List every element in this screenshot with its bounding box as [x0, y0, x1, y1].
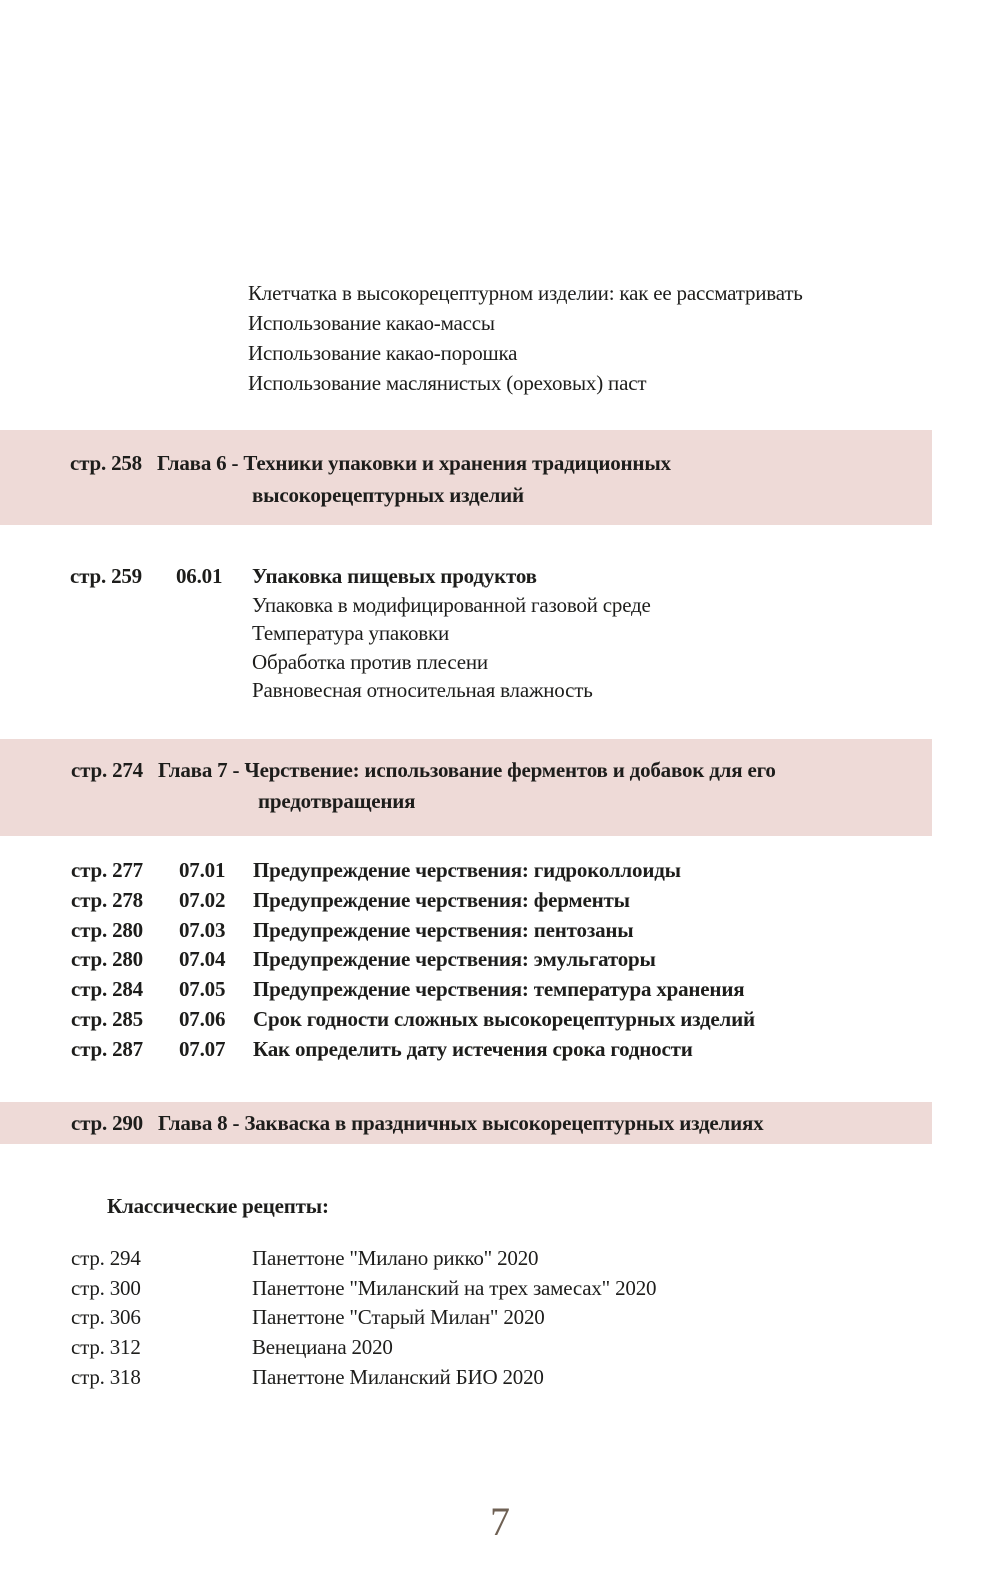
section-code: 07.06 — [179, 1007, 226, 1031]
section-subitem: Равновесная относительная влажность — [252, 678, 593, 702]
section-page-ref: стр. 284 — [71, 977, 143, 1001]
recipe-page-ref: стр. 294 — [71, 1246, 141, 1270]
section-page-ref: стр. 287 — [71, 1037, 143, 1061]
toc-intro-item: Использование какао-порошка — [248, 341, 518, 365]
section-subitem: Температура упаковки — [252, 621, 449, 645]
section-subitem: Обработка против плесени — [252, 650, 488, 674]
chapter6-page-ref: стр. 258 — [70, 451, 142, 475]
recipe-title: Венециана 2020 — [252, 1335, 393, 1359]
recipe-page-ref: стр. 312 — [71, 1335, 141, 1359]
section-title: Упаковка пищевых продуктов — [252, 564, 537, 588]
section-page-ref: стр. 280 — [71, 947, 143, 971]
recipe-title: Панеттоне "Милано рикко" 2020 — [252, 1246, 539, 1270]
section-code: 07.01 — [179, 858, 226, 882]
recipe-title: Панеттоне "Миланский на трех замесах" 2020 — [252, 1276, 657, 1300]
chapter6-title-line2: высокорецептурных изделий — [252, 483, 524, 507]
recipe-title: Панеттоне "Старый Милан" 2020 — [252, 1305, 545, 1329]
section-subitem: Упаковка в модифицированной газовой среде — [252, 593, 651, 617]
toc-intro-item: Использование какао-массы — [248, 311, 495, 335]
page-number: 7 — [490, 1499, 510, 1544]
section-page-ref: стр. 277 — [71, 858, 143, 882]
recipes-heading: Классические рецепты: — [107, 1194, 329, 1218]
section-code: 07.05 — [179, 977, 226, 1001]
chapter6-band — [0, 430, 932, 525]
section-title: Предупреждение черствения: ферменты — [253, 888, 630, 912]
section-page-ref: стр. 278 — [71, 888, 143, 912]
section-code: 07.03 — [179, 918, 226, 942]
chapter7-title-line2: предотвращения — [258, 789, 416, 813]
section-page-ref: стр. 259 — [70, 564, 142, 588]
recipe-page-ref: стр. 318 — [71, 1365, 141, 1389]
section-title: Как определить дату истечения срока годности — [253, 1037, 693, 1061]
chapter8-title: Глава 8 - Закваска в праздничных высокорецептурных изделиях — [158, 1111, 764, 1135]
section-code: 06.01 — [176, 564, 223, 588]
chapter6-title-line1: Глава 6 - Техники упаковки и хранения традиционных — [157, 451, 671, 475]
section-code: 07.07 — [179, 1037, 226, 1061]
section-title: Срок годности сложных высокорецептурных изделий — [253, 1007, 755, 1031]
section-code: 07.04 — [179, 947, 226, 971]
section-page-ref: стр. 280 — [71, 918, 143, 942]
recipe-title: Панеттоне Миланский БИО 2020 — [252, 1365, 544, 1389]
recipe-page-ref: стр. 300 — [71, 1276, 141, 1300]
toc-intro-item: Использование маслянистых (ореховых) паст — [248, 371, 647, 395]
chapter8-page-ref: стр. 290 — [71, 1111, 143, 1135]
section-title: Предупреждение черствения: эмульгаторы — [253, 947, 656, 971]
section-title: Предупреждение черствения: температура хранения — [253, 977, 745, 1001]
toc-intro-item: Клетчатка в высокорецептурном изделии: как ее рассматривать — [248, 281, 803, 305]
chapter7-title-line1: Глава 7 - Черствение: использование ферментов и добавок для его — [158, 758, 776, 782]
section-code: 07.02 — [179, 888, 226, 912]
chapter7-band — [0, 739, 932, 836]
section-title: Предупреждение черствения: пентозаны — [253, 918, 634, 942]
chapter7-page-ref: стр. 274 — [71, 758, 143, 782]
chapter8-band — [0, 1102, 932, 1144]
recipe-page-ref: стр. 306 — [71, 1305, 141, 1329]
section-page-ref: стр. 285 — [71, 1007, 143, 1031]
section-title: Предупреждение черствения: гидроколлоиды — [253, 858, 681, 882]
